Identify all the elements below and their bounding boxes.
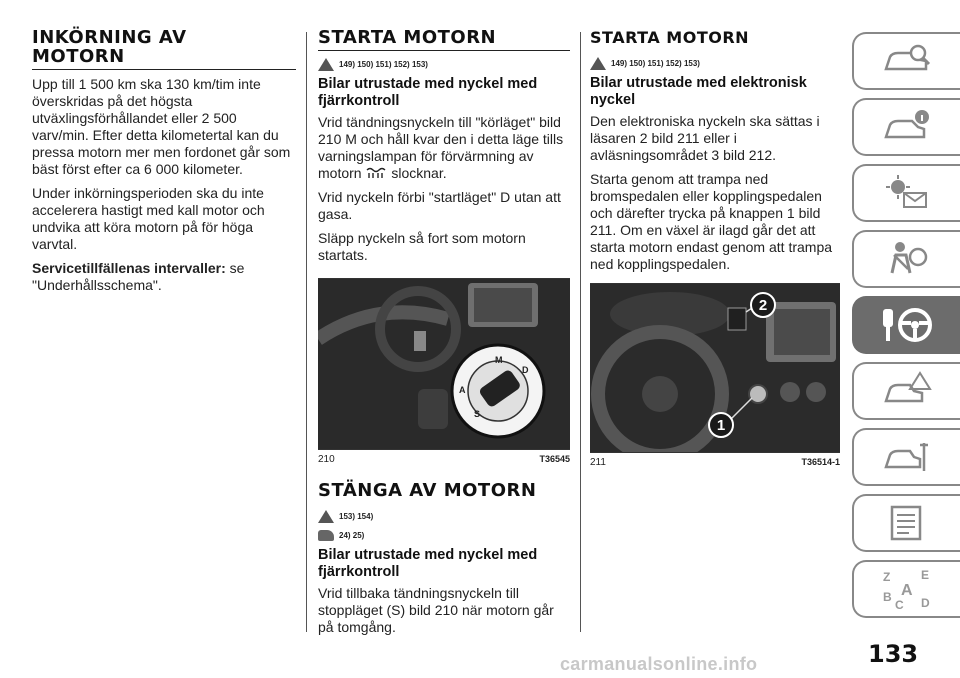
position-label-D: D	[522, 365, 529, 375]
svg-text:A: A	[901, 582, 913, 599]
page-number: 133	[868, 640, 919, 668]
svg-text:B: B	[883, 590, 892, 604]
figure-caption-211	[590, 457, 840, 468]
warning-reference-numbers: 149) 150) 151) 152) 153)	[339, 59, 428, 69]
column-divider-2	[580, 32, 581, 632]
ignition-lock-illustration	[318, 279, 570, 449]
callout-start-button: 1	[708, 412, 734, 438]
figure-code: T36545	[539, 454, 570, 464]
electronic-paragraph-1: Den elektroniska nyckeln ska sättas i läsaren 2 bild 211 eller i avläsningsområdet 3 bild 212.	[590, 113, 820, 163]
tab-car-info[interactable]	[852, 98, 960, 156]
tab-index[interactable]	[852, 560, 960, 618]
column-divider-1	[306, 32, 307, 632]
figure-ignition-lock	[318, 278, 570, 450]
svg-text:Z: Z	[883, 570, 891, 584]
service-intervals-label: Servicetillfällenas intervaller:	[32, 260, 226, 276]
car-tools-icon	[882, 437, 932, 477]
car-info-icon	[882, 109, 932, 145]
column-start-engine-electronic	[590, 28, 840, 468]
stop-note-numbers: 24) 25)	[339, 530, 365, 540]
section-title-start-engine: STARTA MOTORN	[318, 28, 570, 51]
column-running-in	[32, 28, 296, 301]
start-paragraph-1-text: Vrid tändningsnyckeln till "körläget" bild 210 M och håll kvar den i detta läge tills varningslampan för förvärmning av motorn	[318, 114, 564, 181]
title-line-1: INKÖRNING AV	[32, 27, 187, 48]
svg-text:D: D	[921, 596, 930, 610]
alphabet-index-icon	[877, 567, 937, 611]
column-start-engine-key	[318, 28, 570, 643]
subtitle-electronic-key: Bilar utrustade med elektronisk nyckel	[590, 75, 807, 108]
warning-references-2	[590, 56, 840, 70]
tab-safety[interactable]	[852, 230, 960, 288]
figure-caption-210	[318, 454, 570, 465]
tab-starting-driving[interactable]	[852, 296, 960, 354]
car-magnifier-icon	[882, 43, 932, 79]
stop-warning-references	[318, 509, 570, 523]
running-in-paragraph-1: Upp till 1 500 km ska 130 km/tim inte överskridas på det högsta utväxlingsförhållandet eller 2 500 varv/min. Efter detta kilometertal kan du pressa motorn mer men fordonet går som bäst först efter ca 6 000 kilometer.	[32, 76, 291, 177]
service-intervals-text: se "Underhållsschema".	[32, 260, 245, 293]
seatbelt-airbag-icon	[882, 239, 932, 279]
tab-warning-lights[interactable]	[852, 164, 960, 222]
section-title-start-engine-2: STARTA MOTORN	[590, 28, 750, 47]
figure-number-2: 211	[590, 457, 606, 468]
warning-triangle-icon	[318, 58, 334, 71]
tab-car-magnifier[interactable]	[852, 32, 960, 90]
figure-dashboard	[590, 283, 840, 453]
car-warning-road-icon	[882, 371, 932, 411]
tab-technical-data[interactable]	[852, 494, 960, 552]
start-paragraph-1	[318, 114, 570, 182]
glow-plug-icon	[365, 167, 387, 179]
warning-reference-numbers-2: 149) 150) 151) 152) 153)	[611, 58, 700, 68]
section-title-running-in	[32, 28, 296, 70]
tab-maintenance[interactable]	[852, 428, 960, 486]
stop-paragraph: Vrid tillbaka tändningsnyckeln till stoppläget (S) bild 210 när motorn går på tomgång.	[318, 585, 554, 635]
tab-emergency[interactable]	[852, 362, 960, 420]
svg-text:E: E	[921, 568, 930, 582]
electronic-paragraph-2: Starta genom att trampa ned bromspedalen eller kopplingspedalen och därefter trycka på knappen 1 bild 211. Om en växel är ilagd går det att starta motorn endast genom att trampa ned kopplingspedalen.	[590, 171, 833, 272]
figure-code-2: T36514-1	[801, 457, 840, 467]
position-label-A: A	[459, 385, 466, 395]
figure-number: 210	[318, 454, 335, 465]
subtitle-key-remote: Bilar utrustade med nyckel med fjärrkontroll	[318, 76, 538, 109]
section-title-stop-engine: STÄNGA AV MOTORN	[318, 480, 537, 501]
title-line-2: MOTORN	[32, 46, 125, 67]
position-label-M: M	[495, 355, 503, 365]
watermark: carmanualsonline.info	[560, 654, 758, 674]
start-paragraph-2: Vrid nyckeln förbi "startläget" D utan att gasa.	[318, 189, 561, 222]
start-paragraph-1-end: slocknar.	[391, 165, 447, 181]
svg-text:C: C	[895, 598, 904, 611]
warning-triangle-icon	[590, 57, 606, 70]
stop-warning-numbers: 153) 154)	[339, 511, 374, 521]
stop-subtitle-key-remote: Bilar utrustade med nyckel med fjärrkontroll	[318, 547, 538, 580]
warning-references	[318, 57, 570, 71]
warning-triangle-icon	[318, 510, 334, 523]
note-hand-icon	[318, 530, 334, 541]
key-steering-wheel-icon	[877, 303, 937, 347]
service-intervals-paragraph	[32, 260, 296, 294]
stop-note-references	[318, 528, 570, 542]
spec-list-icon	[882, 503, 932, 543]
start-paragraph-3: Släpp nyckeln så fort som motorn startats.	[318, 230, 526, 263]
running-in-paragraph-2: Under inkörningsperioden ska du inte accelerera hastigt med kall motor och undvika att köra motorn på för höga varvtal.	[32, 185, 265, 252]
callout-key-reader: 2	[750, 292, 776, 318]
warning-lights-icon	[882, 173, 932, 213]
position-label-S: S	[474, 409, 481, 419]
